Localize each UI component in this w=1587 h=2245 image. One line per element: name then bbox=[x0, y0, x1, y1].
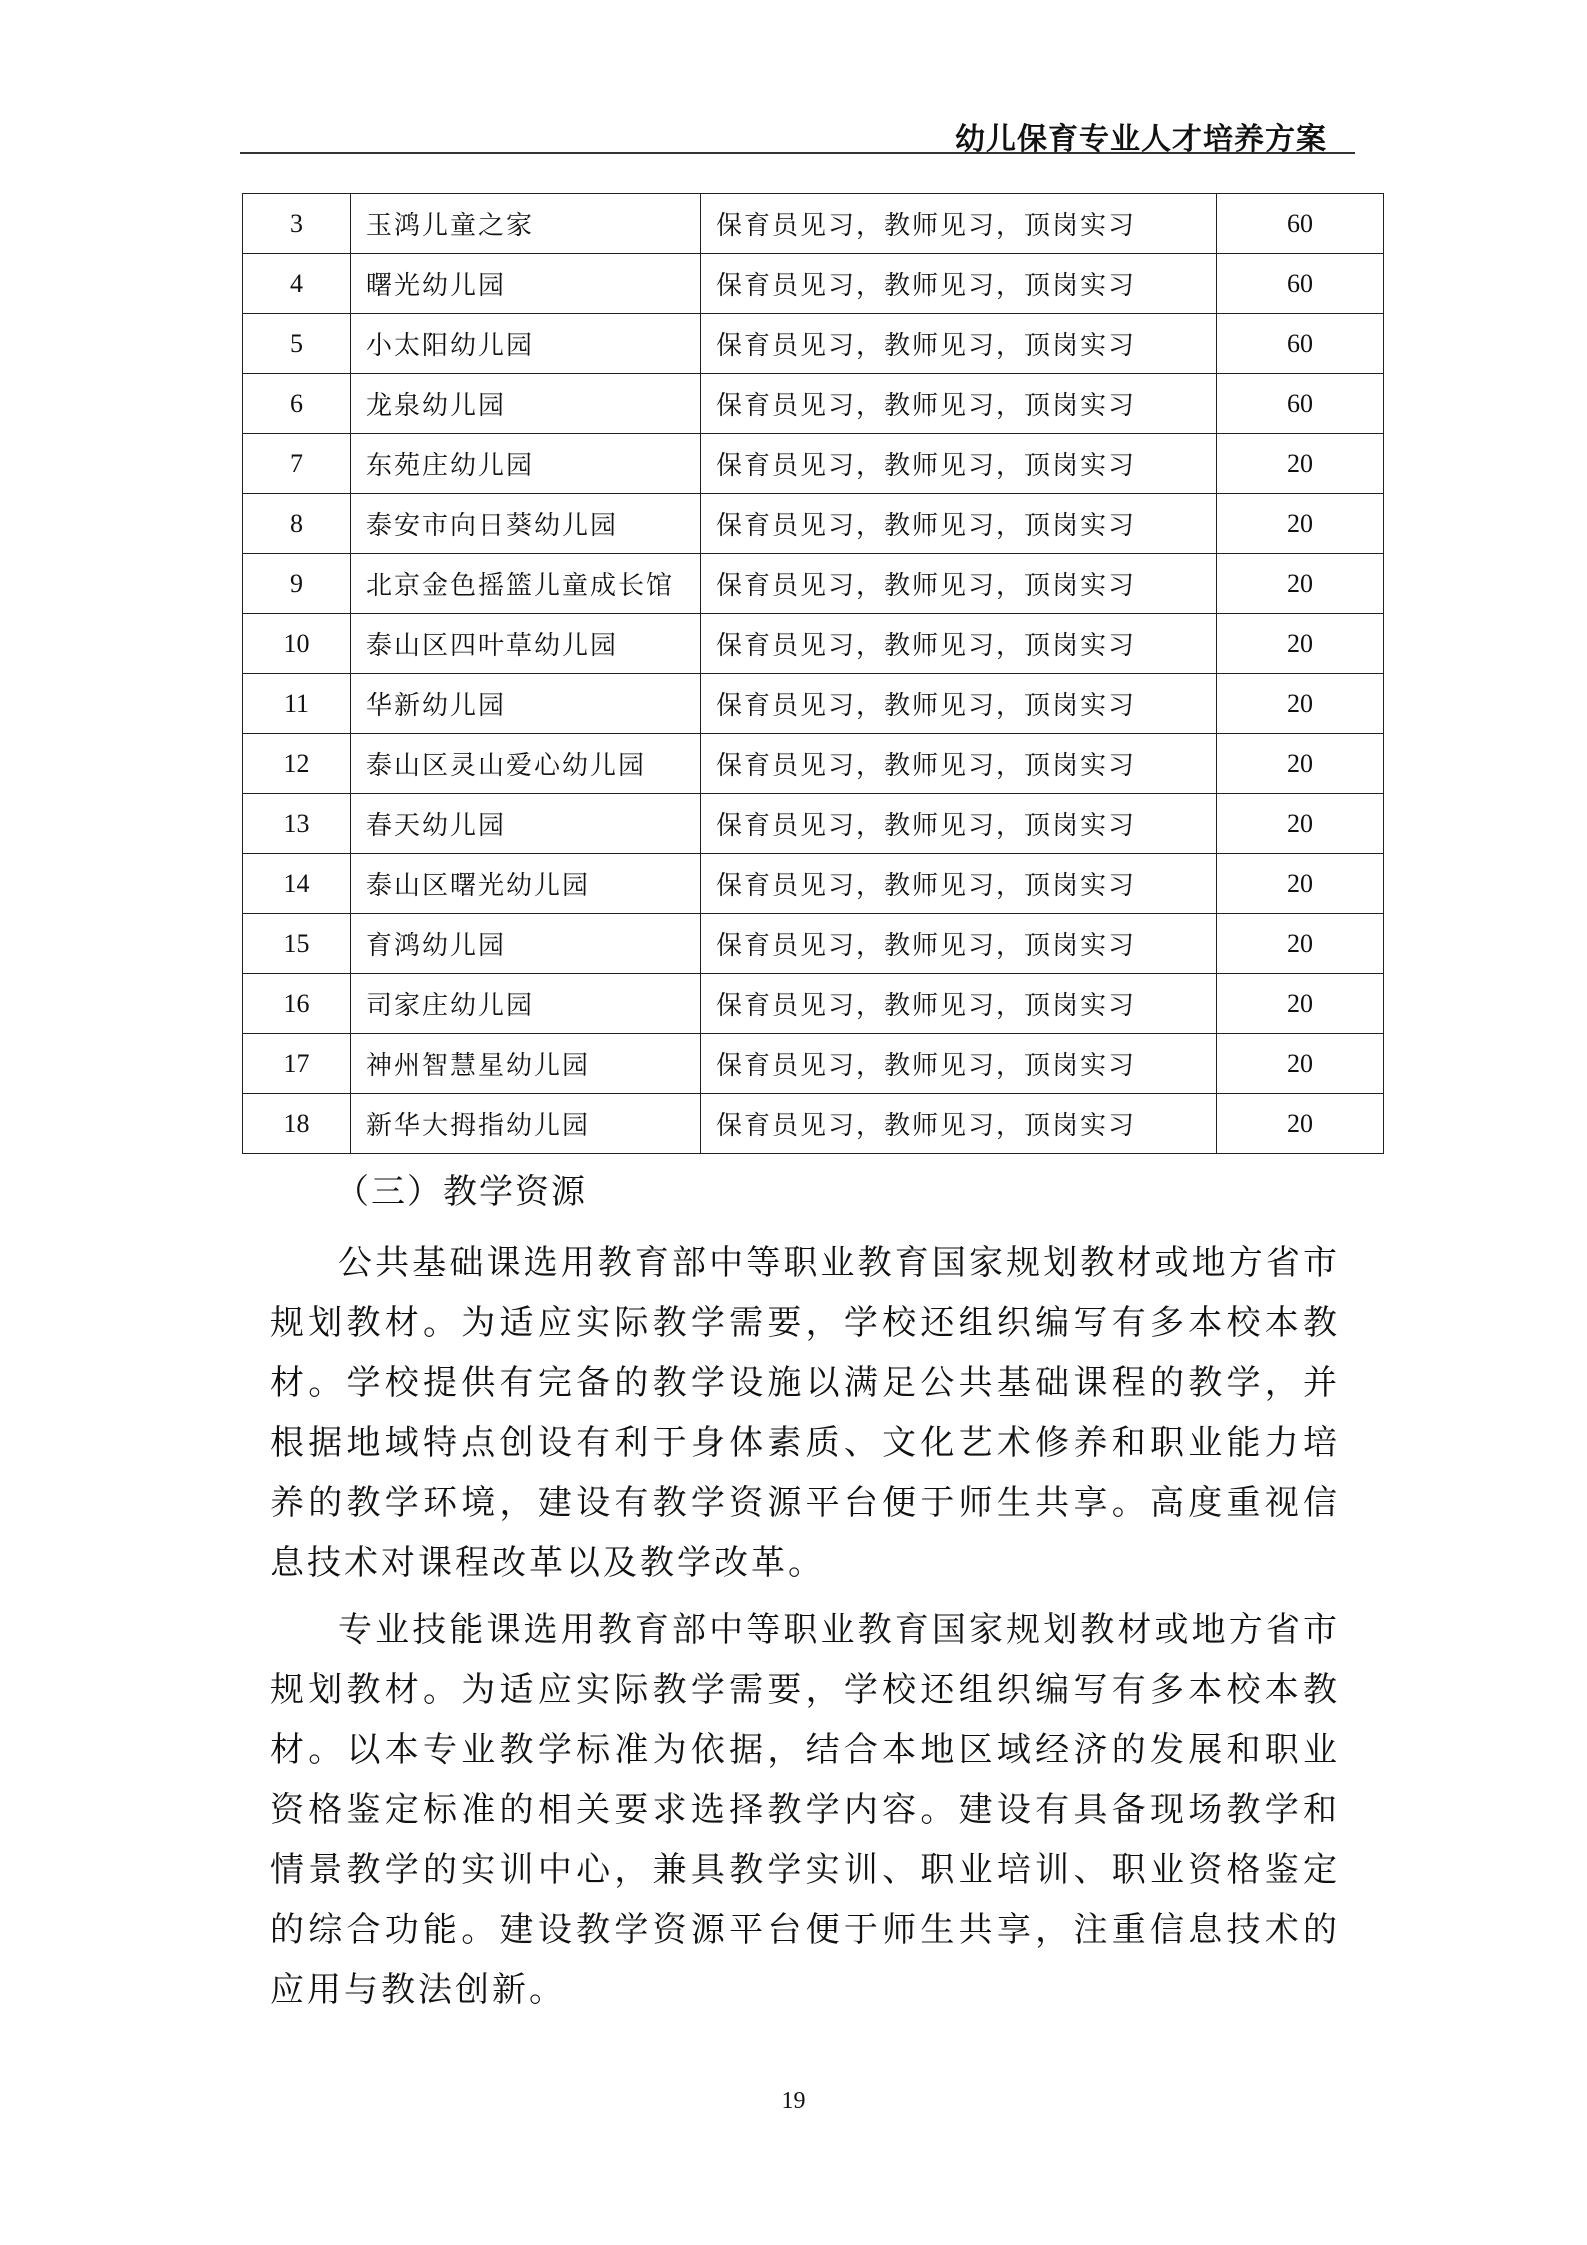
row-number-cell: 7 bbox=[243, 434, 351, 494]
table-row bbox=[243, 674, 1384, 734]
table-row bbox=[243, 314, 1384, 374]
row-number-cell: 16 bbox=[243, 974, 351, 1034]
practice-type-cell: 保育员见习，教师见习，顶岗实习 bbox=[701, 1094, 1217, 1154]
capacity-cell: 20 bbox=[1217, 434, 1384, 494]
table-row bbox=[243, 974, 1384, 1034]
practice-type-cell: 保育员见习，教师见习，顶岗实习 bbox=[701, 314, 1217, 374]
capacity-cell: 20 bbox=[1217, 854, 1384, 914]
practice-type-cell: 保育员见习，教师见习，顶岗实习 bbox=[701, 734, 1217, 794]
row-number-cell: 5 bbox=[243, 314, 351, 374]
table-row bbox=[243, 854, 1384, 914]
table-row bbox=[243, 554, 1384, 614]
table-row bbox=[243, 614, 1384, 674]
table-row bbox=[243, 494, 1384, 554]
table-row bbox=[243, 434, 1384, 494]
row-number-cell: 13 bbox=[243, 794, 351, 854]
site-name-cell: 泰山区灵山爱心幼儿园 bbox=[351, 734, 701, 794]
practice-type-cell: 保育员见习，教师见习，顶岗实习 bbox=[701, 914, 1217, 974]
practice-type-cell: 保育员见习，教师见习，顶岗实习 bbox=[701, 434, 1217, 494]
site-name-cell: 北京金色摇篮儿童成长馆 bbox=[351, 554, 701, 614]
practice-type-cell: 保育员见习，教师见习，顶岗实习 bbox=[701, 494, 1217, 554]
table-row bbox=[243, 254, 1384, 314]
site-name-cell: 育鸿幼儿园 bbox=[351, 914, 701, 974]
capacity-cell: 20 bbox=[1217, 914, 1384, 974]
capacity-cell: 60 bbox=[1217, 314, 1384, 374]
table-row bbox=[243, 1034, 1384, 1094]
row-number-cell: 3 bbox=[243, 194, 351, 254]
practice-type-cell: 保育员见习，教师见习，顶岗实习 bbox=[701, 854, 1217, 914]
capacity-cell: 20 bbox=[1217, 734, 1384, 794]
capacity-cell: 20 bbox=[1217, 614, 1384, 674]
table-row bbox=[243, 1094, 1384, 1154]
section-heading: （三）教学资源 bbox=[335, 1172, 587, 1212]
row-number-cell: 14 bbox=[243, 854, 351, 914]
row-number-cell: 12 bbox=[243, 734, 351, 794]
page-number: 19 bbox=[781, 2088, 806, 2114]
paragraph-skill-courses: 专业技能课选用教育部中等职业教育国家规划教材或地方省市规划教材。为适应实际教学需要，学校还组织编写有多本校本教材。以本专业教学标准为依据，结合本地区域经济的发展和职业资格鉴定标准的相关要求选择教学内容。建设有具备现场教学和情景教学的实训中心，兼具教学实训、职业培训、职业资格鉴定的综合功能。建设教学资源平台便于师生共享，注重信息技术的应用与教法创新。 bbox=[270, 1610, 1340, 2010]
table-body bbox=[243, 194, 1384, 1154]
practice-type-cell: 保育员见习，教师见习，顶岗实习 bbox=[701, 254, 1217, 314]
row-number-cell: 8 bbox=[243, 494, 351, 554]
capacity-cell: 20 bbox=[1217, 974, 1384, 1034]
site-name-cell: 春天幼儿园 bbox=[351, 794, 701, 854]
capacity-cell: 60 bbox=[1217, 194, 1384, 254]
site-name-cell: 玉鸿儿童之家 bbox=[351, 194, 701, 254]
page-header bbox=[240, 108, 1355, 157]
table-row bbox=[243, 794, 1384, 854]
row-number-cell: 9 bbox=[243, 554, 351, 614]
capacity-cell: 60 bbox=[1217, 374, 1384, 434]
row-number-cell: 18 bbox=[243, 1094, 351, 1154]
row-number-cell: 11 bbox=[243, 674, 351, 734]
capacity-cell: 20 bbox=[1217, 494, 1384, 554]
site-name-cell: 龙泉幼儿园 bbox=[351, 374, 701, 434]
capacity-cell: 20 bbox=[1217, 674, 1384, 734]
table-row bbox=[243, 914, 1384, 974]
table-row bbox=[243, 194, 1384, 254]
table-row bbox=[243, 374, 1384, 434]
site-name-cell: 新华大拇指幼儿园 bbox=[351, 1094, 701, 1154]
capacity-cell: 20 bbox=[1217, 554, 1384, 614]
practice-type-cell: 保育员见习，教师见习，顶岗实习 bbox=[701, 194, 1217, 254]
practice-type-cell: 保育员见习，教师见习，顶岗实习 bbox=[701, 974, 1217, 1034]
row-number-cell: 4 bbox=[243, 254, 351, 314]
practice-type-cell: 保育员见习，教师见习，顶岗实习 bbox=[701, 674, 1217, 734]
table-row bbox=[243, 734, 1384, 794]
capacity-cell: 20 bbox=[1217, 794, 1384, 854]
site-name-cell: 华新幼儿园 bbox=[351, 674, 701, 734]
capacity-cell: 20 bbox=[1217, 1094, 1384, 1154]
row-number-cell: 6 bbox=[243, 374, 351, 434]
row-number-cell: 10 bbox=[243, 614, 351, 674]
site-name-cell: 泰安市向日葵幼儿园 bbox=[351, 494, 701, 554]
practice-sites-table bbox=[242, 193, 1384, 1154]
practice-type-cell: 保育员见习，教师见习，顶岗实习 bbox=[701, 1034, 1217, 1094]
practice-type-cell: 保育员见习，教师见习，顶岗实习 bbox=[701, 614, 1217, 674]
site-name-cell: 东苑庄幼儿园 bbox=[351, 434, 701, 494]
capacity-cell: 20 bbox=[1217, 1034, 1384, 1094]
site-name-cell: 泰山区四叶草幼儿园 bbox=[351, 614, 701, 674]
site-name-cell: 小太阳幼儿园 bbox=[351, 314, 701, 374]
site-name-cell: 泰山区曙光幼儿园 bbox=[351, 854, 701, 914]
paragraph-public-courses: 公共基础课选用教育部中等职业教育国家规划教材或地方省市规划教材。为适应实际教学需要，学校还组织编写有多本校本教材。学校提供有完备的教学设施以满足公共基础课程的教学，并根据地域特点创设有利于身体素质、文化艺术修养和职业能力培养的教学环境，建设有教学资源平台便于师生共享。高度重视信息技术对课程改革以及教学改革。 bbox=[270, 1243, 1340, 1583]
header-title: 幼儿保育专业人才培养方案 bbox=[955, 122, 1327, 157]
row-number-cell: 15 bbox=[243, 914, 351, 974]
practice-type-cell: 保育员见习，教师见习，顶岗实习 bbox=[701, 554, 1217, 614]
site-name-cell: 司家庄幼儿园 bbox=[351, 974, 701, 1034]
site-name-cell: 曙光幼儿园 bbox=[351, 254, 701, 314]
site-name-cell: 神州智慧星幼儿园 bbox=[351, 1034, 701, 1094]
practice-type-cell: 保育员见习，教师见习，顶岗实习 bbox=[701, 374, 1217, 434]
practice-type-cell: 保育员见习，教师见习，顶岗实习 bbox=[701, 794, 1217, 854]
capacity-cell: 60 bbox=[1217, 254, 1384, 314]
row-number-cell: 17 bbox=[243, 1034, 351, 1094]
